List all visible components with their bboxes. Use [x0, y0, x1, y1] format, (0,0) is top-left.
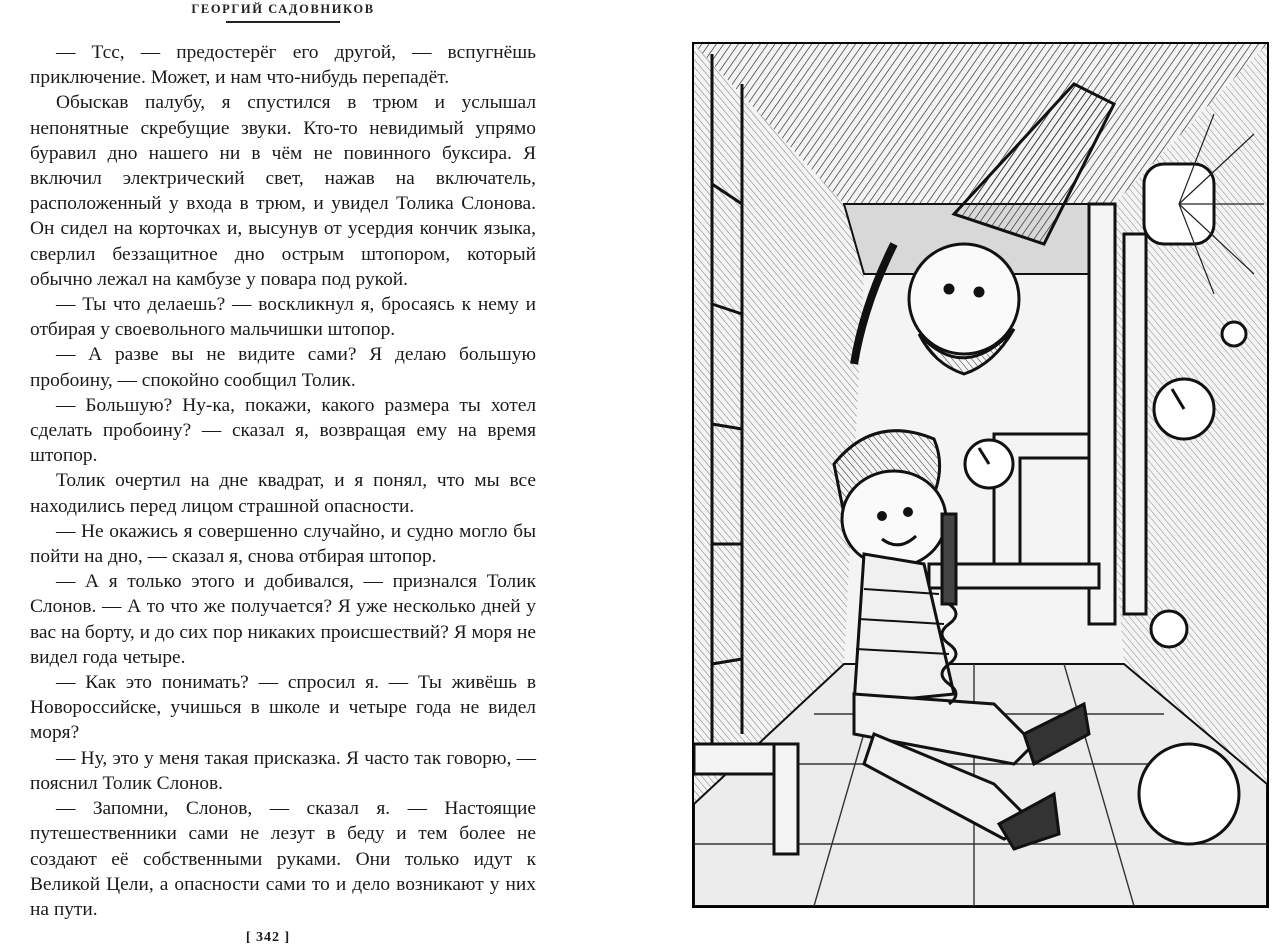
paragraph: — А разве вы не видите сами? Я делаю большую пробоину, — спокойно сообщил Толик.	[30, 344, 536, 391]
paragraph: — Как это понимать? — спросил я. — Ты живёшь в Новороссийске, учишься в школе и четыре года не видел моря?	[30, 672, 536, 744]
paragraph: — Ты что делаешь? — воскликнул я, бросаясь к нему и отбирая у своевольного мальчишки штопор.	[30, 294, 536, 341]
paragraph: — Ну, это у меня такая присказка. Я часто так говорю, — пояснил Толик Слонов.	[30, 747, 536, 794]
header-rule	[226, 21, 340, 23]
paragraph: — Запомни, Слонов, — сказал я. — Настоящие путешественники сами не лезут в беду и тем более не создают её собственными руками. Они только идут к Великой Цели, а опасности сами то и дело возникают у них на пути.	[30, 798, 536, 920]
paragraph: — Большую? Ну-ка, покажи, какого размера ты хотел сделать пробоину? — сказал я, возвращая ему на время штопор.	[30, 394, 536, 467]
paragraph: — А я только этого и добивался, — признался Толик Слонов. — А то что же получается? Я уже несколько дней у вас на борту, и до сих пор никаких происшествий? Я моря не видел года четыре.	[30, 571, 536, 668]
paragraph: — Тсс, — предостерёг его другой, — вспугнёшь приключение. Может, и нам что-нибудь перепадёт.	[30, 42, 536, 89]
paragraph: Обыскав палубу, я спустился в трюм и услышал непонятные скребущие звуки. Кто-то невидимый упрямо буравил дно нашего ни в чём не повинного буксира. Я включил электрический свет, нажав на включатель, расположенный у входа в трюм, и увидел Толика Слонова. Он сидел на корточках и, высунув от усердия кончик языка, сверлил беззащитное дно острым штопором, который обычно лежал на камбузе у повара под рукой.	[30, 92, 536, 290]
book-illustration	[692, 42, 1269, 908]
running-header-author: ГЕОРГИЙ САДОВНИКОВ	[191, 2, 375, 16]
paragraph: — Не окажись я совершенно случайно, и судно могло бы пойти на дно, — сказал я, снова отбирая штопор.	[30, 520, 536, 568]
valve-wheel	[1151, 611, 1187, 647]
paragraph: Толик очертил на дне квадрат, и я понял, что мы все находились перед лицом страшной опасности.	[30, 470, 536, 517]
body-text	[30, 40, 536, 922]
page-number: [ 342 ]	[245, 930, 291, 945]
ship-hold-illustration	[694, 44, 1267, 906]
